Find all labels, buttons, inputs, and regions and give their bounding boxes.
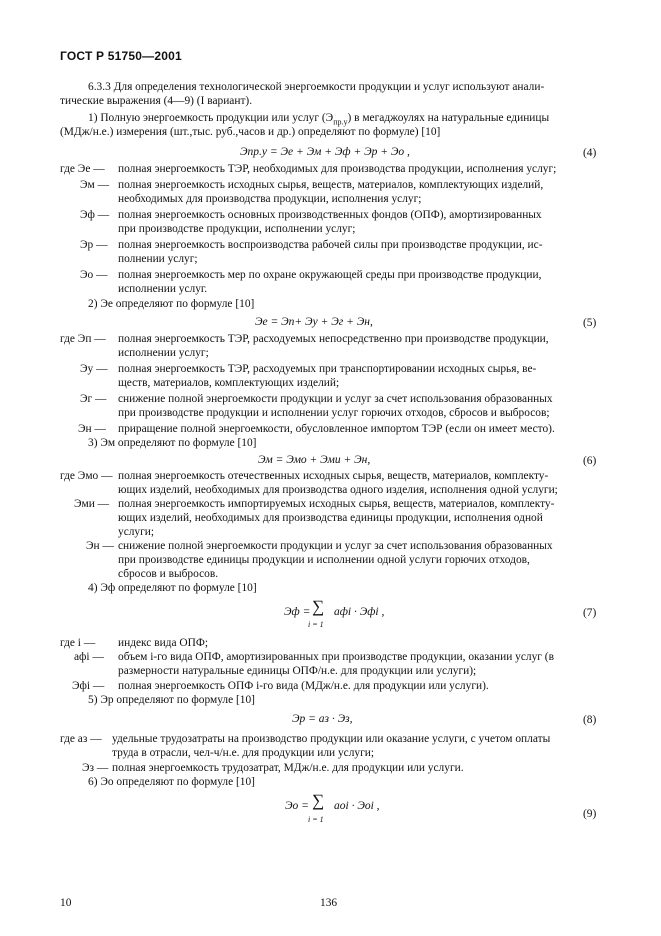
- def8-1-text: полная энергоемкость трудозатрат, МДж/н.е. для продукции или услуги.: [112, 762, 464, 774]
- def6-1-text: полная энергоемкость импортируемых исходных сырья, веществ, материалов, комплекту-: [118, 498, 555, 510]
- def4-4-sym: Эо —: [80, 269, 108, 281]
- formula-6-number: (6): [583, 455, 597, 467]
- formula-7-lhs: Эф =: [284, 606, 311, 618]
- def8-1-sym: Эз —: [82, 762, 109, 774]
- formula-8: Эр = aз · Эз,: [292, 713, 353, 725]
- def5-1-cont: ществ, материалов, комплектующих изделий;: [118, 377, 340, 389]
- item1-tail: ) в мегаджоулях на натуральные единицы: [347, 112, 550, 124]
- formula-7-rhs: aфi · Эфi ,: [334, 606, 385, 618]
- def8-0-sym: где aз —: [60, 733, 102, 745]
- formula-8-number: (8): [583, 714, 597, 726]
- item1-text: 1) Полную энергоемкость продукции или услуг (Э: [88, 112, 334, 124]
- para-633-line2: тические выражения (4—9) (I вариант).: [60, 95, 253, 107]
- def4-4-cont: исполнении услуг.: [118, 283, 208, 295]
- def6-2-text: снижение полной энергоемкости продукции и услуг за счет использования образованных: [118, 540, 553, 552]
- def7-2-sym: Эфi —: [72, 680, 105, 692]
- item1-line2: (МДж/н.е.) измерения (шт.,тыс. руб.,часов и др.) определяют по формуле) [10]: [60, 126, 441, 138]
- def4-3-text: полная энергоемкость воспроизводства рабочей силы при производстве продукции, ис-: [118, 239, 543, 251]
- def4-1-sym: Эм —: [80, 179, 109, 191]
- def6-1-cont: ющих изделий, необходимых для производства единицы продукции, исполнения одной: [118, 512, 543, 524]
- item5-text: 5) Эр определяют по формуле [10]: [88, 694, 255, 706]
- def6-0-text: полная энергоемкость отечественных исходных сырья, веществ, материалов, комплекту-: [118, 470, 549, 482]
- para-633-line1: 6.3.3 Для определения технологической энергоемкости продукции и услуг используют анали-: [88, 81, 545, 93]
- def7-1-text: объем i-го вида ОПФ, амортизированных при производстве продукции, оказании услуг (в: [118, 651, 554, 663]
- formula-9-rhs: aоi · Эоi ,: [334, 800, 380, 812]
- def6-1-cont2: услуги;: [118, 526, 155, 538]
- def5-2-sym: Эг —: [80, 393, 107, 405]
- def6-2-cont: при производстве единицы продукции и исполнении одной услуги горючих отходов,: [118, 554, 530, 566]
- formula-9-number: (9): [583, 808, 597, 820]
- item3-text: 3) Эм определяют по формуле [10]: [88, 437, 257, 449]
- formula-7-sum: ∑: [312, 597, 325, 616]
- item6-text: 6) Эо определяют по формуле [10]: [88, 776, 255, 788]
- page-footer-center-number: 136: [320, 897, 338, 909]
- item4-text: 4) Эф определяют по формуле [10]: [88, 582, 257, 594]
- def4-0-sym: где Эе —: [60, 163, 105, 175]
- formula-5-number: (5): [583, 317, 597, 329]
- formula-5: Эе = Эп+ Эу + Эг + Эн,: [255, 316, 373, 328]
- def7-1-sym: aфi —: [74, 651, 104, 663]
- def4-2-text: полная энергоемкость основных производственных фондов (ОПФ), амортизированных: [118, 209, 542, 221]
- def5-1-text: полная энергоемкость ТЭР, расходуемых при транспортировании исходных сырья, ве-: [118, 363, 537, 375]
- def4-0-text: полная энергоемкость ТЭР, необходимых для производства продукции, исполнения услуг;: [118, 163, 557, 175]
- def4-4-text: полная энергоемкость мер по охране окружающей среды при производстве продукции,: [118, 269, 542, 281]
- def5-0-cont: исполнении услуг;: [118, 347, 209, 359]
- def4-2-sym: Эф —: [80, 209, 110, 221]
- formula-4: Эпр.у = Эе + Эм + Эф + Эр + Эо ,: [240, 146, 410, 158]
- def5-3-text: приращение полной энергоемкости, обусловленное импортом ТЭР (если он имеет место).: [118, 423, 555, 435]
- def6-2-cont2: сбросов и выбросов.: [118, 568, 219, 580]
- def5-2-cont: при производстве продукции и исполнении услуг горючих отходов, сбросов и выбросов;: [118, 407, 550, 419]
- def6-2-sym: Эн —: [86, 540, 114, 552]
- def5-2-text: снижение полной энергоемкости продукции и услуг за счет использования образованных: [118, 393, 553, 405]
- def6-0-cont: ющих изделий, необходимых для производства одного изделия, исполнения одной услуги;: [118, 484, 558, 496]
- item2-text: 2) Эе определяют по формуле [10]: [88, 298, 255, 310]
- def7-0-text: индекс вида ОПФ;: [118, 637, 208, 649]
- formula-6: Эм = Эмо + Эми + Эн,: [258, 454, 371, 466]
- def7-2-text: полная энергоемкость ОПФ i-го вида (МДж/н.е. для продукции или услуги).: [118, 680, 489, 692]
- def6-1-sym: Эми —: [74, 498, 110, 510]
- def8-0-cont: труда в отрасли, чел-ч/н.е. для продукции или услуги;: [112, 747, 375, 759]
- def5-0-sym: где Эп —: [60, 333, 106, 345]
- page-footer-left-number: 10: [60, 897, 72, 909]
- def6-0-sym: где Эмо —: [60, 470, 113, 482]
- def8-0-text: удельные трудозатраты на производство продукции или оказание услуги, с учетом оплаты: [112, 733, 551, 745]
- def7-0-sym: где i —: [60, 637, 96, 649]
- def5-1-sym: Эу —: [80, 363, 108, 375]
- def4-3-cont: полнении услуг;: [118, 253, 198, 265]
- def4-1-text: полная энергоемкость исходных сырья, веществ, материалов, комплектующих изделий,: [118, 179, 544, 191]
- def5-0-text: полная энергоемкость ТЭР, расходуемых непосредственно при производстве продукции,: [118, 333, 549, 345]
- formula-9-sum: ∑: [312, 791, 325, 810]
- formula-7-number: (7): [583, 607, 597, 619]
- def4-2-cont: при производстве продукции, исполнении услуг;: [118, 223, 356, 235]
- item1-sub: пр.у: [333, 117, 348, 127]
- formula-7-index: i = 1: [308, 620, 324, 629]
- formula-9-index: i = 1: [308, 815, 324, 824]
- def7-1-cont: размерности натуральные единицы ОПФ/н.е. для продукции или услуги);: [118, 665, 477, 677]
- document-header: ГОСТ Р 51750—2001: [60, 49, 182, 63]
- def4-1-cont: необходимых для производства продукции, исполнения услуг;: [118, 193, 422, 205]
- def5-3-sym: Эн —: [78, 423, 106, 435]
- def4-3-sym: Эр —: [80, 239, 108, 251]
- formula-9-lhs: Эо =: [285, 800, 309, 812]
- formula-4-number: (4): [583, 147, 597, 159]
